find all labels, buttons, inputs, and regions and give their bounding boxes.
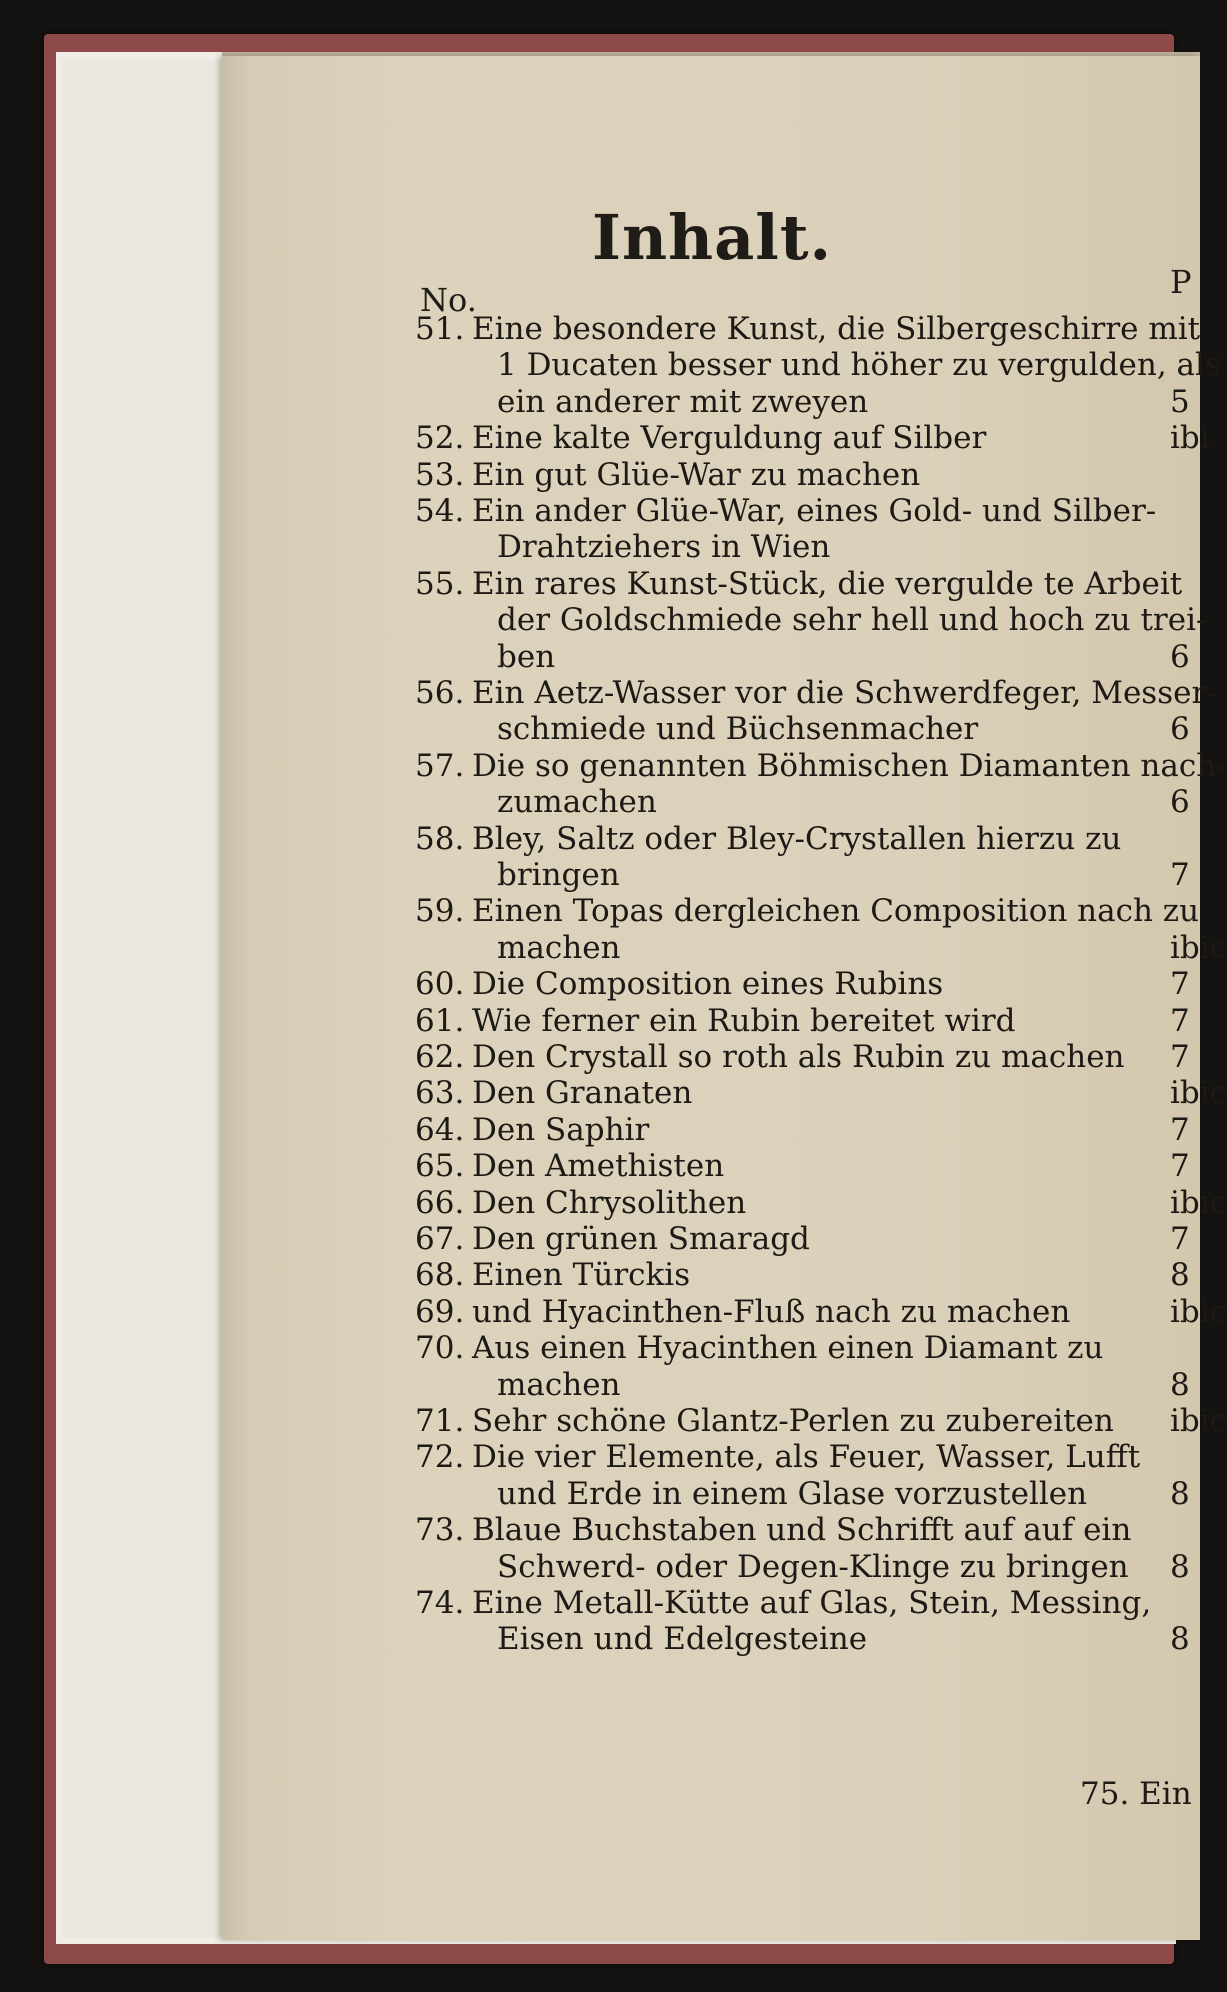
entry-page: 7: [1170, 1221, 1190, 1257]
toc-line: [222, 1475, 1200, 1513]
toc-line: [222, 1002, 1200, 1040]
entry-text: Eisen und Edelgesteine: [497, 1621, 868, 1658]
entry-number: 66.: [415, 1184, 465, 1221]
entry-number: 56.: [415, 675, 465, 711]
entry-text: Ein ander Glüe-War, eines Gold- und Silber-: [472, 493, 1157, 529]
flyleaf: [62, 60, 223, 1938]
entry-page: 8: [1170, 1548, 1190, 1585]
entry-text: machen: [497, 929, 621, 966]
toc-line: [222, 1548, 1200, 1586]
entry-number: 60.: [415, 966, 465, 1003]
entry-number: 51.: [415, 311, 465, 347]
toc-line: [222, 1256, 1200, 1294]
toc-line: [222, 1147, 1200, 1185]
entry-text: schmiede und Büchsenmacher: [497, 711, 979, 748]
entry-text: Eine besondere Kunst, die Silbergeschirre mit: [472, 311, 1201, 347]
entry-number: 63.: [415, 1075, 465, 1112]
entry-page: 6: [1170, 784, 1190, 821]
toc-line: [222, 528, 1200, 566]
entry-text: Eine kalte Verguldung auf Silber: [472, 420, 987, 457]
entry-text: bringen: [497, 857, 620, 893]
toc-line: [222, 892, 1200, 930]
toc-line: [222, 674, 1217, 712]
entry-number: 59.: [415, 893, 465, 930]
entry-text: der Goldschmiede sehr hell und hoch zu trei-: [497, 602, 1207, 639]
entry-page: 7: [1170, 966, 1190, 1003]
entry-number: 52.: [415, 420, 465, 457]
toc-line: [222, 1184, 1227, 1222]
entry-number: 57.: [415, 747, 465, 784]
toc-line: [222, 383, 1200, 421]
entry-text: Bley, Saltz oder Bley-Crystallen hierzu zu: [472, 820, 1122, 857]
entry-text: Blaue Buchstaben und Schrifft auf auf ein: [472, 1512, 1132, 1549]
entry-text: Ein Aetz-Wasser vor die Schwerdfeger, Messer-: [472, 675, 1217, 711]
toc-line: [222, 1620, 1200, 1658]
entry-page: ibic: [1170, 1293, 1227, 1330]
entry-page: 6: [1170, 638, 1190, 675]
entry-number: 68.: [415, 1257, 465, 1294]
column-header-page: P: [1170, 263, 1192, 301]
toc-line: [222, 419, 1210, 457]
entry-text: 1 Ducaten besser und höher zu vergulden, als: [497, 347, 1221, 384]
entry-page: ibic: [1170, 1184, 1227, 1221]
toc-line: [222, 747, 1227, 785]
entry-page: 7: [1170, 1002, 1190, 1039]
entry-number: 61.: [415, 1002, 465, 1039]
entry-text: Die Composition eines Rubins: [472, 966, 944, 1003]
entry-text: Den Chrysolithen: [472, 1184, 747, 1221]
entry-text: Schwerd- oder Degen-Klinge zu bringen: [497, 1548, 1129, 1585]
entry-number: 73.: [415, 1512, 465, 1549]
toc-line: [222, 1293, 1227, 1331]
toc-line: [222, 1584, 1200, 1622]
entry-number: 58.: [415, 820, 465, 857]
toc-line: [222, 1402, 1227, 1440]
entry-text: und Hyacinthen-Fluß nach zu machen: [472, 1293, 1071, 1330]
book-page: [222, 56, 1227, 1940]
entry-page: 7: [1170, 1111, 1190, 1148]
entry-text: Drahtziehers in Wien: [497, 529, 831, 566]
entry-page: 7: [1170, 857, 1190, 893]
entry-text: machen: [497, 1366, 621, 1403]
toc-line: [222, 346, 1221, 384]
entry-page: 5: [1170, 383, 1190, 420]
entry-page: 7: [1170, 1148, 1190, 1185]
entry-text: Ein rares Kunst-Stück, die vergulde te Arbeit: [472, 565, 1183, 602]
entry-text: Eine Metall-Kütte auf Glas, Stein, Messing,: [472, 1585, 1152, 1621]
toc-line: [222, 710, 1200, 748]
entry-number: 65.: [415, 1148, 465, 1185]
entry-page: 6: [1170, 711, 1190, 748]
entry-text: Wie ferner ein Rubin bereitet wird: [472, 1002, 1016, 1039]
toc-line: [222, 1111, 1200, 1149]
entry-text: Den Saphir: [472, 1111, 650, 1148]
entry-number: 74.: [415, 1585, 465, 1621]
entry-text: Den grünen Smaragd: [472, 1221, 810, 1257]
entry-number: 72.: [415, 1439, 465, 1476]
entry-number: 64.: [415, 1111, 465, 1148]
toc-line: [222, 1329, 1200, 1367]
entry-text: ben: [497, 638, 556, 675]
toc-line: [222, 1511, 1200, 1549]
toc-line: [222, 601, 1207, 639]
entry-text: Ein gut Glüe-War zu machen: [472, 456, 921, 493]
entry-number: 67.: [415, 1221, 465, 1257]
entry-text: Den Amethisten: [472, 1148, 725, 1185]
entry-text: Den Granaten: [472, 1075, 693, 1112]
entry-text: Den Crystall so roth als Rubin zu machen: [472, 1039, 1125, 1075]
toc-line: [222, 1366, 1200, 1404]
entry-text: ein anderer mit zweyen: [497, 383, 869, 420]
entry-text: Die so genannten Böhmischen Diamanten nach-: [472, 747, 1227, 784]
toc-line: [222, 820, 1200, 858]
entry-number: 55.: [415, 565, 465, 602]
toc-line: [222, 929, 1227, 967]
entry-number: 54.: [415, 493, 465, 529]
toc-line: [222, 310, 1200, 348]
toc-line: [222, 1038, 1200, 1076]
toc-line: [222, 965, 1200, 1003]
page-title: Inhalt.: [591, 201, 833, 274]
entry-number: 62.: [415, 1039, 465, 1075]
entry-number: 71.: [415, 1403, 465, 1439]
entry-text: Einen Türckis: [472, 1257, 691, 1294]
toc-line: [222, 783, 1200, 821]
toc-line: [222, 492, 1200, 530]
entry-page: ibic: [1170, 929, 1227, 966]
entry-page: 7: [1170, 1039, 1190, 1075]
entry-number: 70.: [415, 1330, 465, 1367]
toc-line: [222, 1220, 1200, 1258]
entry-page: 8: [1170, 1366, 1190, 1403]
toc-line: [222, 1074, 1227, 1112]
entry-number: 69.: [415, 1293, 465, 1330]
entry-text: und Erde in einem Glase vorzustellen: [497, 1475, 1088, 1512]
toc-line: [222, 456, 1200, 494]
toc-line: [222, 565, 1200, 603]
entry-page: 8: [1170, 1257, 1190, 1294]
entry-page: 8: [1170, 1475, 1190, 1512]
entry-text: Die vier Elemente, als Feuer, Wasser, Lufft: [472, 1439, 1141, 1476]
entry-number: 53.: [415, 456, 465, 493]
entry-text: zumachen: [497, 784, 657, 821]
toc-line: [222, 638, 1200, 676]
column-header-no: No.: [420, 281, 477, 319]
entry-page: 8: [1170, 1621, 1190, 1658]
catchword: 75. Ein: [1080, 1776, 1192, 1812]
entry-page: ibic: [1170, 1403, 1227, 1439]
entry-text: Einen Topas dergleichen Composition nach zu: [472, 893, 1200, 930]
entry-text: Sehr schöne Glantz-Perlen zu zubereiten: [472, 1403, 1114, 1439]
entry-page: ibic: [1170, 1075, 1227, 1112]
toc-line: [222, 856, 1200, 894]
entry-page: ibi: [1170, 420, 1210, 457]
toc-line: [222, 1438, 1200, 1476]
entry-text: Aus einen Hyacinthen einen Diamant zu: [472, 1330, 1104, 1367]
